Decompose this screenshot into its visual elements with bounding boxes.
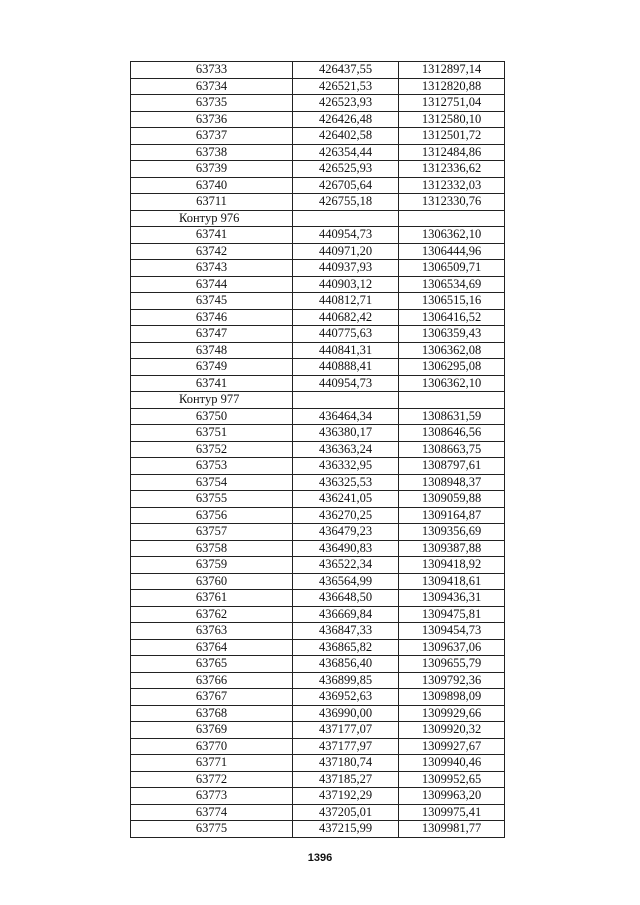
- contour-label: Контур 976: [131, 210, 293, 227]
- point-number-cell: 63768: [131, 705, 293, 722]
- x-coordinate-cell: 437180,74: [293, 755, 399, 772]
- y-coordinate-cell: 1309920,32: [399, 722, 505, 739]
- point-number-cell: 63773: [131, 788, 293, 805]
- point-number-cell: 63757: [131, 524, 293, 541]
- y-coordinate-cell: 1312820,88: [399, 78, 505, 95]
- table-row: [131, 78, 505, 95]
- y-coordinate-cell: 1309387,88: [399, 540, 505, 557]
- table-row: [131, 359, 505, 376]
- table-row: [131, 573, 505, 590]
- point-number-cell: 63762: [131, 606, 293, 623]
- table-row: [131, 177, 505, 194]
- point-number-cell: 63747: [131, 326, 293, 343]
- y-coordinate-cell: 1309475,81: [399, 606, 505, 623]
- y-coordinate-cell: 1309981,77: [399, 821, 505, 838]
- y-coordinate-cell: 1308646,56: [399, 425, 505, 442]
- point-number-cell: 63770: [131, 738, 293, 755]
- point-number-cell: 63769: [131, 722, 293, 739]
- table-row: [131, 771, 505, 788]
- y-coordinate-cell: 1309927,67: [399, 738, 505, 755]
- point-number-cell: 63735: [131, 95, 293, 112]
- point-number-cell: 63765: [131, 656, 293, 673]
- x-coordinate-cell: 437215,99: [293, 821, 399, 838]
- x-coordinate-cell: 436847,33: [293, 623, 399, 640]
- x-coordinate-cell: 440682,42: [293, 309, 399, 326]
- table-row: [131, 491, 505, 508]
- point-number-cell: 63772: [131, 771, 293, 788]
- point-number-cell: 63761: [131, 590, 293, 607]
- point-number-cell: 63746: [131, 309, 293, 326]
- point-number-cell: 63763: [131, 623, 293, 640]
- table-row: [131, 722, 505, 739]
- point-number-cell: 63750: [131, 408, 293, 425]
- table-row: [131, 474, 505, 491]
- y-coordinate-cell: 1306362,10: [399, 375, 505, 392]
- y-coordinate-cell: 1309655,79: [399, 656, 505, 673]
- x-coordinate-cell: 437185,27: [293, 771, 399, 788]
- y-coordinate-cell: 1308797,61: [399, 458, 505, 475]
- table-row: [131, 260, 505, 277]
- x-coordinate-cell: 437192,29: [293, 788, 399, 805]
- y-coordinate-cell: 1309418,61: [399, 573, 505, 590]
- point-number-cell: 63741: [131, 227, 293, 244]
- point-number-cell: 63711: [131, 194, 293, 211]
- y-coordinate-cell: 1312332,03: [399, 177, 505, 194]
- x-coordinate-cell: 436490,83: [293, 540, 399, 557]
- point-number-cell: 63759: [131, 557, 293, 574]
- table-row: [131, 425, 505, 442]
- table-row: [131, 276, 505, 293]
- x-coordinate-cell: 436270,25: [293, 507, 399, 524]
- table-row: [131, 161, 505, 178]
- point-number-cell: 63758: [131, 540, 293, 557]
- table-row: [131, 62, 505, 79]
- x-coordinate-cell: 426705,64: [293, 177, 399, 194]
- y-coordinate-cell: 1312751,04: [399, 95, 505, 112]
- x-coordinate-cell: 426437,55: [293, 62, 399, 79]
- point-number-cell: 63774: [131, 804, 293, 821]
- x-coordinate-cell: 436241,05: [293, 491, 399, 508]
- point-number-cell: 63743: [131, 260, 293, 277]
- point-number-cell: 63734: [131, 78, 293, 95]
- point-number-cell: 63738: [131, 144, 293, 161]
- table-row: [131, 590, 505, 607]
- contour-label: Контур 977: [131, 392, 293, 409]
- point-number-cell: 63748: [131, 342, 293, 359]
- y-coordinate-cell: 1308948,37: [399, 474, 505, 491]
- point-number-cell: 63754: [131, 474, 293, 491]
- table-row: [131, 540, 505, 557]
- point-number-cell: 63737: [131, 128, 293, 145]
- x-coordinate-cell: 426525,93: [293, 161, 399, 178]
- page-number: 1396: [307, 852, 333, 864]
- x-coordinate-cell: 436865,82: [293, 639, 399, 656]
- table-row: [131, 606, 505, 623]
- x-coordinate-cell: 440903,12: [293, 276, 399, 293]
- table-row: [131, 144, 505, 161]
- y-coordinate-cell: 1309940,46: [399, 755, 505, 772]
- x-coordinate-cell: 436522,34: [293, 557, 399, 574]
- table-row: [131, 639, 505, 656]
- point-number-cell: 63749: [131, 359, 293, 376]
- table-row: [131, 656, 505, 673]
- table-row: [131, 672, 505, 689]
- point-number-cell: 63751: [131, 425, 293, 442]
- table-row: [131, 128, 505, 145]
- table-row: [131, 408, 505, 425]
- y-coordinate-cell: 1306509,71: [399, 260, 505, 277]
- y-coordinate-cell: 1309356,69: [399, 524, 505, 541]
- y-coordinate-cell: 1312580,10: [399, 111, 505, 128]
- y-coordinate-cell: 1309898,09: [399, 689, 505, 706]
- y-coordinate-cell: 1306515,16: [399, 293, 505, 310]
- y-coordinate-cell: 1312336,62: [399, 161, 505, 178]
- x-coordinate-cell: 440937,93: [293, 260, 399, 277]
- y-coordinate-cell: 1306444,96: [399, 243, 505, 260]
- point-number-cell: 63756: [131, 507, 293, 524]
- point-number-cell: 63741: [131, 375, 293, 392]
- table-row: [131, 375, 505, 392]
- x-coordinate-cell: 436990,00: [293, 705, 399, 722]
- y-coordinate-cell: 1309059,88: [399, 491, 505, 508]
- x-coordinate-cell: 440812,71: [293, 293, 399, 310]
- point-number-cell: 63775: [131, 821, 293, 838]
- y-coordinate-cell: 1309454,73: [399, 623, 505, 640]
- y-coordinate-cell: 1309436,31: [399, 590, 505, 607]
- table-row: [131, 557, 505, 574]
- table-row: [131, 243, 505, 260]
- point-number-cell: 63755: [131, 491, 293, 508]
- y-coordinate-cell: 1306362,10: [399, 227, 505, 244]
- x-coordinate-cell: 436380,17: [293, 425, 399, 442]
- y-coordinate-cell: 1306362,08: [399, 342, 505, 359]
- y-coordinate-cell: 1309792,36: [399, 672, 505, 689]
- contour-header-row: [131, 210, 505, 227]
- table-row: [131, 111, 505, 128]
- y-coordinate-cell: 1309637,06: [399, 639, 505, 656]
- x-coordinate-cell: 437205,01: [293, 804, 399, 821]
- table-row: [131, 194, 505, 211]
- table-row: [131, 309, 505, 326]
- table-row: [131, 738, 505, 755]
- coordinates-table-body: [131, 62, 505, 838]
- empty-cell: [293, 392, 399, 409]
- table-row: [131, 821, 505, 838]
- x-coordinate-cell: 426402,58: [293, 128, 399, 145]
- point-number-cell: 63752: [131, 441, 293, 458]
- x-coordinate-cell: 440775,63: [293, 326, 399, 343]
- point-number-cell: 63753: [131, 458, 293, 475]
- x-coordinate-cell: 437177,97: [293, 738, 399, 755]
- table-row: [131, 441, 505, 458]
- x-coordinate-cell: 436363,24: [293, 441, 399, 458]
- point-number-cell: 63771: [131, 755, 293, 772]
- coordinates-table: [130, 61, 505, 838]
- table-row: [131, 524, 505, 541]
- y-coordinate-cell: 1309963,20: [399, 788, 505, 805]
- contour-header-row: [131, 392, 505, 409]
- x-coordinate-cell: 436479,23: [293, 524, 399, 541]
- empty-cell: [399, 210, 505, 227]
- x-coordinate-cell: 440954,73: [293, 227, 399, 244]
- x-coordinate-cell: 426755,18: [293, 194, 399, 211]
- table-row: [131, 458, 505, 475]
- y-coordinate-cell: 1312484,86: [399, 144, 505, 161]
- y-coordinate-cell: 1308631,59: [399, 408, 505, 425]
- x-coordinate-cell: 436669,84: [293, 606, 399, 623]
- x-coordinate-cell: 426521,53: [293, 78, 399, 95]
- y-coordinate-cell: 1308663,75: [399, 441, 505, 458]
- x-coordinate-cell: 436332,95: [293, 458, 399, 475]
- y-coordinate-cell: 1309975,41: [399, 804, 505, 821]
- table-row: [131, 804, 505, 821]
- x-coordinate-cell: 440954,73: [293, 375, 399, 392]
- point-number-cell: 63760: [131, 573, 293, 590]
- y-coordinate-cell: 1312330,76: [399, 194, 505, 211]
- table-row: [131, 227, 505, 244]
- x-coordinate-cell: 426354,44: [293, 144, 399, 161]
- x-coordinate-cell: 440971,20: [293, 243, 399, 260]
- x-coordinate-cell: 436899,85: [293, 672, 399, 689]
- x-coordinate-cell: 440841,31: [293, 342, 399, 359]
- y-coordinate-cell: 1306534,69: [399, 276, 505, 293]
- x-coordinate-cell: 436564,99: [293, 573, 399, 590]
- point-number-cell: 63740: [131, 177, 293, 194]
- y-coordinate-cell: 1312501,72: [399, 128, 505, 145]
- x-coordinate-cell: 426426,48: [293, 111, 399, 128]
- point-number-cell: 63739: [131, 161, 293, 178]
- point-number-cell: 63742: [131, 243, 293, 260]
- x-coordinate-cell: 436325,53: [293, 474, 399, 491]
- x-coordinate-cell: 437177,07: [293, 722, 399, 739]
- point-number-cell: 63767: [131, 689, 293, 706]
- point-number-cell: 63736: [131, 111, 293, 128]
- table-row: [131, 705, 505, 722]
- point-number-cell: 63766: [131, 672, 293, 689]
- x-coordinate-cell: 436856,40: [293, 656, 399, 673]
- y-coordinate-cell: 1309929,66: [399, 705, 505, 722]
- point-number-cell: 63744: [131, 276, 293, 293]
- y-coordinate-cell: 1312897,14: [399, 62, 505, 79]
- x-coordinate-cell: 426523,93: [293, 95, 399, 112]
- table-row: [131, 788, 505, 805]
- x-coordinate-cell: 440888,41: [293, 359, 399, 376]
- table-row: [131, 623, 505, 640]
- table-row: [131, 507, 505, 524]
- x-coordinate-cell: 436952,63: [293, 689, 399, 706]
- table-row: [131, 342, 505, 359]
- y-coordinate-cell: 1309164,87: [399, 507, 505, 524]
- point-number-cell: 63745: [131, 293, 293, 310]
- y-coordinate-cell: 1309952,65: [399, 771, 505, 788]
- y-coordinate-cell: 1306359,43: [399, 326, 505, 343]
- empty-cell: [293, 210, 399, 227]
- x-coordinate-cell: 436648,50: [293, 590, 399, 607]
- table-row: [131, 755, 505, 772]
- y-coordinate-cell: 1306416,52: [399, 309, 505, 326]
- empty-cell: [399, 392, 505, 409]
- point-number-cell: 63764: [131, 639, 293, 656]
- table-row: [131, 326, 505, 343]
- table-row: [131, 689, 505, 706]
- table-row: [131, 95, 505, 112]
- y-coordinate-cell: 1309418,92: [399, 557, 505, 574]
- table-row: [131, 293, 505, 310]
- y-coordinate-cell: 1306295,08: [399, 359, 505, 376]
- x-coordinate-cell: 436464,34: [293, 408, 399, 425]
- point-number-cell: 63733: [131, 62, 293, 79]
